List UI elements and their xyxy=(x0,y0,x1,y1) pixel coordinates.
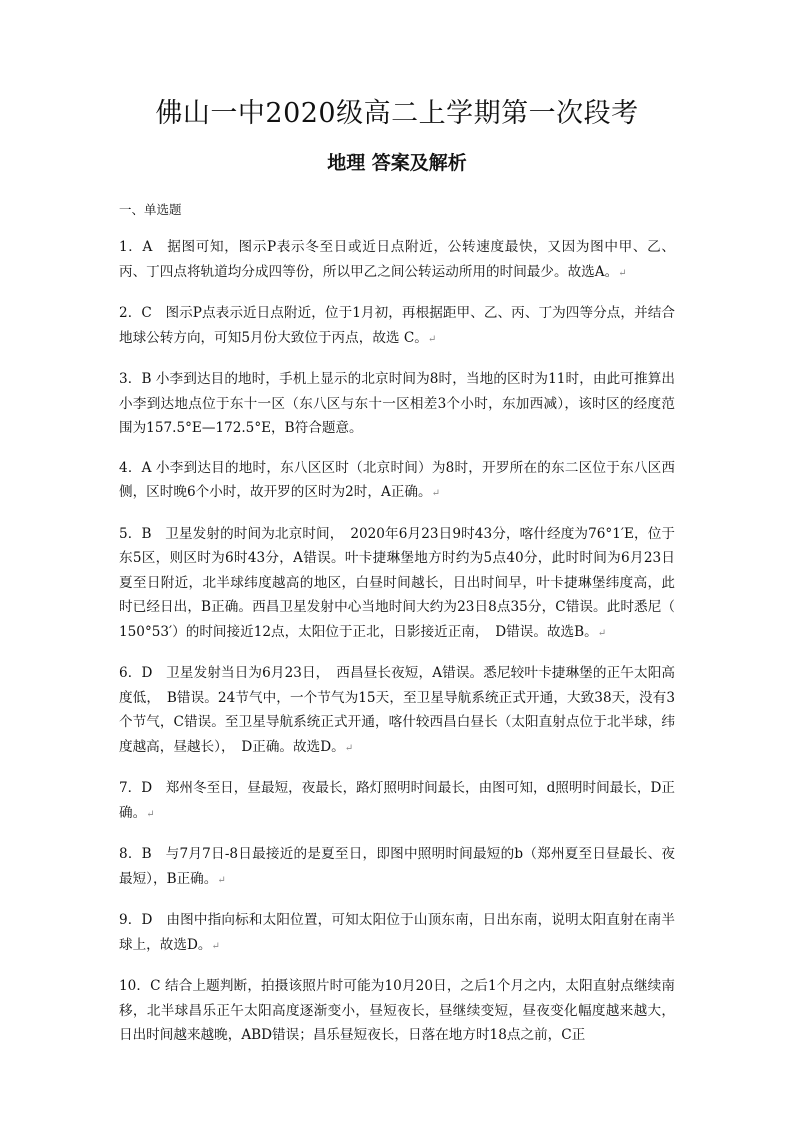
document-title: 佛山一中2020级高二上学期第一次段考 xyxy=(155,98,639,129)
paragraph-mark: ↵ xyxy=(427,333,437,345)
paragraph-mark: ↵ xyxy=(217,874,226,886)
answer-text: 9．D 由图中指向标和太阳位置，可知太阳位于山顶东南，日出东南，说明太阳直射在南半球上，故选D。 xyxy=(119,912,675,953)
answer-item xyxy=(119,456,675,507)
answer-text: 8．B 与7月7日-8日最接近的是夏至日，即图中照明时间最短的b（郑州夏至日昼最长、夜最短），B正确。 xyxy=(119,846,675,887)
answer-item xyxy=(119,661,675,761)
answer-item xyxy=(119,908,675,959)
section-heading: 一、单选题 xyxy=(119,202,182,217)
answer-item xyxy=(119,974,675,1048)
answer-text: 10．C 结合上题判断，拍摄该照片时可能为10月20日，之后1个月之内，太阳直射点继续南移，北半球昌乐正午太阳高度逐渐变小，昼短夜长，昼继续变短，昼夜变化幅度越来越大，日出时间越来越晚，ABD错误；昌乐昼短夜长，日落在地方时18点之前，C正 xyxy=(119,978,675,1043)
answer-text: 2．C 图示P点表示近日点附近，位于1月初，再根据距甲、乙、丙、丁为四等分点，并结合地球公转方向，可知5月份大致位于丙点，故选 C。 xyxy=(119,305,675,346)
answer-item xyxy=(119,235,675,286)
answer-text: 3．B 小李到达目的地时，手机上显示的北京时间为8时，当地的区时为11时，由此可推算出小李到达地点位于东十一区（东八区与东十一区相差3个小时，东加西减），该时区的经度范围为157.5°E—172.5°E，B符合题意。 xyxy=(119,371,675,436)
paragraph-mark: ↵ xyxy=(211,940,220,952)
answer-list xyxy=(119,235,675,1063)
answer-item xyxy=(119,367,675,441)
answer-item xyxy=(119,301,675,352)
answer-item xyxy=(119,522,675,647)
answer-text: 1．A 据图可知，图示P表示冬至日或近日点附近，公转速度最快，又因为图中甲、乙、丙、丁四点将轨道均分成四等份，所以甲乙之间公转运动所用的时间最少。故选A。 xyxy=(119,239,675,280)
paragraph-mark: ↵ xyxy=(146,808,155,820)
paragraph-mark: ↵ xyxy=(344,742,354,754)
paragraph-mark: ↵ xyxy=(597,627,607,639)
answer-item xyxy=(119,842,675,893)
answer-text: 6．D 卫星发射当日为6月23日， 西昌昼长夜短，A错误。悉尼较叶卡捷琳堡的正午太阳高度低， B错误。24节气中，一个节气为15天，至卫星导航系统正式开通，大致38天，没有3个节气，C错误。至卫星导航系统正式开通，喀什较西昌白昼长（太阳直射点位于北半球，纬度越高，昼越长）， D正确。故选D。 xyxy=(119,665,675,755)
answer-text: 5．B 卫星发射的时间为北京时间， 2020年6月23日9时43分，喀什经度为76°1′E，位于东5区，则区时为6时43分，A错误。叶卡捷琳堡地方时约为5点40分，此时时间为6月23日夏至日附近，北半球纬度越高的地区，白昼时间越长，日出时间早，叶卡捷琳堡纬度高，此时已经日出，B正确。西昌卫星发射中心当地时间大约为23日8点35分，C错误。此时悉尼（ 150°53′）的时间接近12点，太阳位于正北，日影接近正南， D错误。故选B。 xyxy=(119,525,675,640)
paragraph-mark: ↵ xyxy=(618,267,627,279)
paragraph-mark: ↵ xyxy=(431,488,440,499)
answer-text: 7．D 郑州冬至日，昼最短，夜最长，路灯照明时间最长，由图可知，d照明时间最长，D正确。 xyxy=(119,780,675,821)
answer-text: 4．A 小李到达目的地时，东八区区时（北京时间）为8时，开罗所在的东二区位于东八区西侧，区时晚6个小时，故开罗的区时为2时，A正确。 xyxy=(119,459,675,500)
document-subtitle: 地理 答案及解析 xyxy=(327,152,467,174)
answer-item xyxy=(119,776,675,827)
